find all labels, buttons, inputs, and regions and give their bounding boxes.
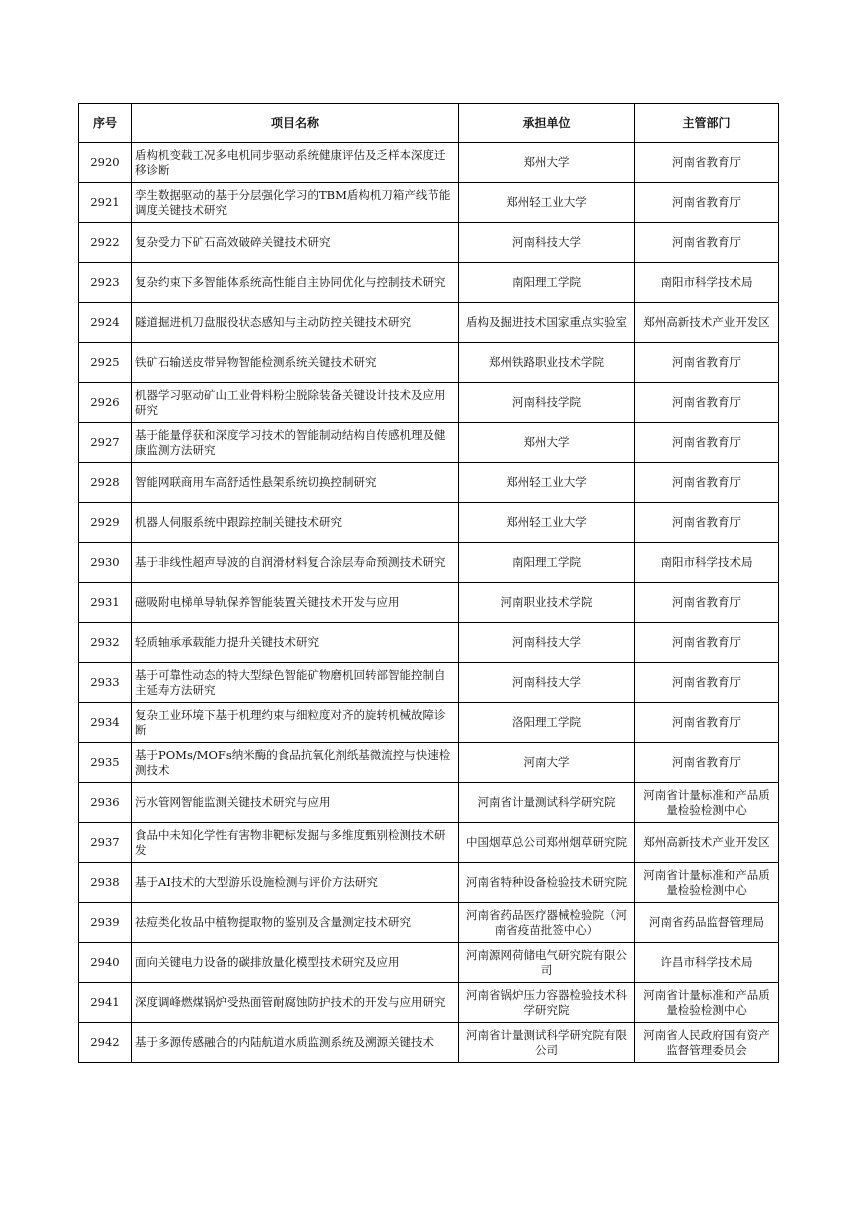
supervising-dept: 南阳市科学技术局 bbox=[635, 263, 779, 303]
supervising-dept: 郑州高新技术产业开发区 bbox=[635, 303, 779, 343]
table-row bbox=[79, 863, 779, 903]
supervising-dept: 河南省计量标准和产品质量检验检测中心 bbox=[635, 863, 779, 903]
row-number: 2932 bbox=[79, 623, 132, 663]
project-name: 复杂约束下多智能体系统高性能自主协同优化与控制技术研究 bbox=[132, 263, 459, 303]
supervising-dept: 河南省计量标准和产品质量检验检测中心 bbox=[635, 783, 779, 823]
row-number: 2924 bbox=[79, 303, 132, 343]
table-row bbox=[79, 143, 779, 183]
undertaking-unit: 河南科技大学 bbox=[459, 223, 635, 263]
supervising-dept: 许昌市科学技术局 bbox=[635, 943, 779, 983]
project-name: 智能网联商用车高舒适性悬架系统切换控制研究 bbox=[132, 463, 459, 503]
project-name: 基于AI技术的大型游乐设施检测与评价方法研究 bbox=[132, 863, 459, 903]
row-number: 2936 bbox=[79, 783, 132, 823]
row-number: 2925 bbox=[79, 343, 132, 383]
row-number: 2941 bbox=[79, 983, 132, 1023]
project-name: 面向关键电力设备的碳排放量化模型技术研究及应用 bbox=[132, 943, 459, 983]
row-number: 2930 bbox=[79, 543, 132, 583]
table-row bbox=[79, 623, 779, 663]
undertaking-unit: 南阳理工学院 bbox=[459, 263, 635, 303]
row-number: 2927 bbox=[79, 423, 132, 463]
table-row bbox=[79, 783, 779, 823]
supervising-dept: 河南省教育厅 bbox=[635, 663, 779, 703]
table-row bbox=[79, 463, 779, 503]
table-row bbox=[79, 543, 779, 583]
supervising-dept: 河南省教育厅 bbox=[635, 183, 779, 223]
project-name: 复杂受力下矿石高效破碎关键技术研究 bbox=[132, 223, 459, 263]
project-name: 磁吸附电梯单导轨保养智能装置关键技术开发与应用 bbox=[132, 583, 459, 623]
table-row bbox=[79, 503, 779, 543]
header-dept: 主管部门 bbox=[635, 104, 779, 143]
undertaking-unit: 洛阳理工学院 bbox=[459, 703, 635, 743]
row-number: 2922 bbox=[79, 223, 132, 263]
row-number: 2935 bbox=[79, 743, 132, 783]
undertaking-unit: 郑州大学 bbox=[459, 143, 635, 183]
row-number: 2939 bbox=[79, 903, 132, 943]
table-row bbox=[79, 343, 779, 383]
undertaking-unit: 河南源网荷储电气研究院有限公司 bbox=[459, 943, 635, 983]
row-number: 2938 bbox=[79, 863, 132, 903]
table-row bbox=[79, 743, 779, 783]
table-row bbox=[79, 223, 779, 263]
table-row bbox=[79, 183, 779, 223]
row-number: 2931 bbox=[79, 583, 132, 623]
table-row bbox=[79, 903, 779, 943]
row-number: 2926 bbox=[79, 383, 132, 423]
table-row bbox=[79, 703, 779, 743]
header-no: 序号 bbox=[79, 104, 132, 143]
table-row bbox=[79, 983, 779, 1023]
undertaking-unit: 盾构及掘进技术国家重点实验室 bbox=[459, 303, 635, 343]
supervising-dept: 河南省教育厅 bbox=[635, 583, 779, 623]
undertaking-unit: 南阳理工学院 bbox=[459, 543, 635, 583]
supervising-dept: 河南省人民政府国有资产监督管理委员会 bbox=[635, 1023, 779, 1063]
undertaking-unit: 中国烟草总公司郑州烟草研究院 bbox=[459, 823, 635, 863]
project-name: 基于非线性超声导波的自润滑材料复合涂层寿命预测技术研究 bbox=[132, 543, 459, 583]
supervising-dept: 河南省教育厅 bbox=[635, 143, 779, 183]
supervising-dept: 河南省教育厅 bbox=[635, 743, 779, 783]
header-name: 项目名称 bbox=[132, 104, 459, 143]
table-row bbox=[79, 423, 779, 463]
project-name: 基于POMs/MOFs纳米酶的食品抗氧化剂纸基微流控与快速检测技术 bbox=[132, 743, 459, 783]
project-name: 基于多源传感融合的内陆航道水质监测系统及溯源关键技术 bbox=[132, 1023, 459, 1063]
supervising-dept: 河南省教育厅 bbox=[635, 503, 779, 543]
project-name: 污水管网智能监测关键技术研究与应用 bbox=[132, 783, 459, 823]
supervising-dept: 南阳市科学技术局 bbox=[635, 543, 779, 583]
project-name: 机器人伺服系统中跟踪控制关键技术研究 bbox=[132, 503, 459, 543]
undertaking-unit: 郑州轻工业大学 bbox=[459, 463, 635, 503]
table-row bbox=[79, 303, 779, 343]
undertaking-unit: 河南省计量测试科学研究院有限公司 bbox=[459, 1023, 635, 1063]
supervising-dept: 河南省教育厅 bbox=[635, 703, 779, 743]
supervising-dept: 河南省计量标准和产品质量检验检测中心 bbox=[635, 983, 779, 1023]
undertaking-unit: 河南职业技术学院 bbox=[459, 583, 635, 623]
undertaking-unit: 河南大学 bbox=[459, 743, 635, 783]
row-number: 2923 bbox=[79, 263, 132, 303]
table-row bbox=[79, 583, 779, 623]
row-number: 2934 bbox=[79, 703, 132, 743]
project-name: 孪生数据驱动的基于分层强化学习的TBM盾构机刀箱产线节能调度关键技术研究 bbox=[132, 183, 459, 223]
supervising-dept: 河南省教育厅 bbox=[635, 223, 779, 263]
supervising-dept: 河南省教育厅 bbox=[635, 423, 779, 463]
undertaking-unit: 河南省锅炉压力容器检验技术科学研究院 bbox=[459, 983, 635, 1023]
project-name: 基于能量俘获和深度学习技术的智能制动结构自传感机理及健康监测方法研究 bbox=[132, 423, 459, 463]
row-number: 2937 bbox=[79, 823, 132, 863]
project-name: 铁矿石输送皮带异物智能检测系统关键技术研究 bbox=[132, 343, 459, 383]
row-number: 2929 bbox=[79, 503, 132, 543]
supervising-dept: 河南省教育厅 bbox=[635, 383, 779, 423]
supervising-dept: 郑州高新技术产业开发区 bbox=[635, 823, 779, 863]
header-unit: 承担单位 bbox=[459, 104, 635, 143]
project-name: 基于可靠性动态的特大型绿色智能矿物磨机回转部智能控制自主延寿方法研究 bbox=[132, 663, 459, 703]
undertaking-unit: 郑州大学 bbox=[459, 423, 635, 463]
undertaking-unit: 河南科技大学 bbox=[459, 663, 635, 703]
table-row bbox=[79, 383, 779, 423]
table-header-row bbox=[79, 104, 779, 143]
row-number: 2933 bbox=[79, 663, 132, 703]
supervising-dept: 河南省教育厅 bbox=[635, 623, 779, 663]
undertaking-unit: 河南科技学院 bbox=[459, 383, 635, 423]
undertaking-unit: 郑州铁路职业技术学院 bbox=[459, 343, 635, 383]
table-row bbox=[79, 1023, 779, 1063]
project-name: 轻质轴承承载能力提升关键技术研究 bbox=[132, 623, 459, 663]
row-number: 2920 bbox=[79, 143, 132, 183]
project-name: 复杂工业环境下基于机理约束与细粒度对齐的旋转机械故障诊断 bbox=[132, 703, 459, 743]
row-number: 2940 bbox=[79, 943, 132, 983]
supervising-dept: 河南省教育厅 bbox=[635, 343, 779, 383]
project-name: 祛痘类化妆品中植物提取物的鉴别及含量测定技术研究 bbox=[132, 903, 459, 943]
project-name: 机器学习驱动矿山工业骨料粉尘脱除装备关键设计技术及应用研究 bbox=[132, 383, 459, 423]
project-name: 深度调峰燃煤锅炉受热面管耐腐蚀防护技术的开发与应用研究 bbox=[132, 983, 459, 1023]
undertaking-unit: 河南省特种设备检验技术研究院 bbox=[459, 863, 635, 903]
undertaking-unit: 河南省计量测试科学研究院 bbox=[459, 783, 635, 823]
undertaking-unit: 郑州轻工业大学 bbox=[459, 503, 635, 543]
table-row bbox=[79, 663, 779, 703]
undertaking-unit: 河南省药品医疗器械检验院（河南省疫苗批签中心） bbox=[459, 903, 635, 943]
table-row bbox=[79, 943, 779, 983]
project-name: 食品中未知化学性有害物非靶标发掘与多维度甄别检测技术研发 bbox=[132, 823, 459, 863]
row-number: 2928 bbox=[79, 463, 132, 503]
supervising-dept: 河南省教育厅 bbox=[635, 463, 779, 503]
row-number: 2942 bbox=[79, 1023, 132, 1063]
project-name: 隧道掘进机刀盘服役状态感知与主动防控关键技术研究 bbox=[132, 303, 459, 343]
undertaking-unit: 河南科技大学 bbox=[459, 623, 635, 663]
row-number: 2921 bbox=[79, 183, 132, 223]
supervising-dept: 河南省药品监督管理局 bbox=[635, 903, 779, 943]
table-row bbox=[79, 823, 779, 863]
project-table bbox=[78, 103, 779, 1063]
undertaking-unit: 郑州轻工业大学 bbox=[459, 183, 635, 223]
project-name: 盾构机变载工况多电机同步驱动系统健康评估及乏样本深度迁移诊断 bbox=[132, 143, 459, 183]
table-row bbox=[79, 263, 779, 303]
